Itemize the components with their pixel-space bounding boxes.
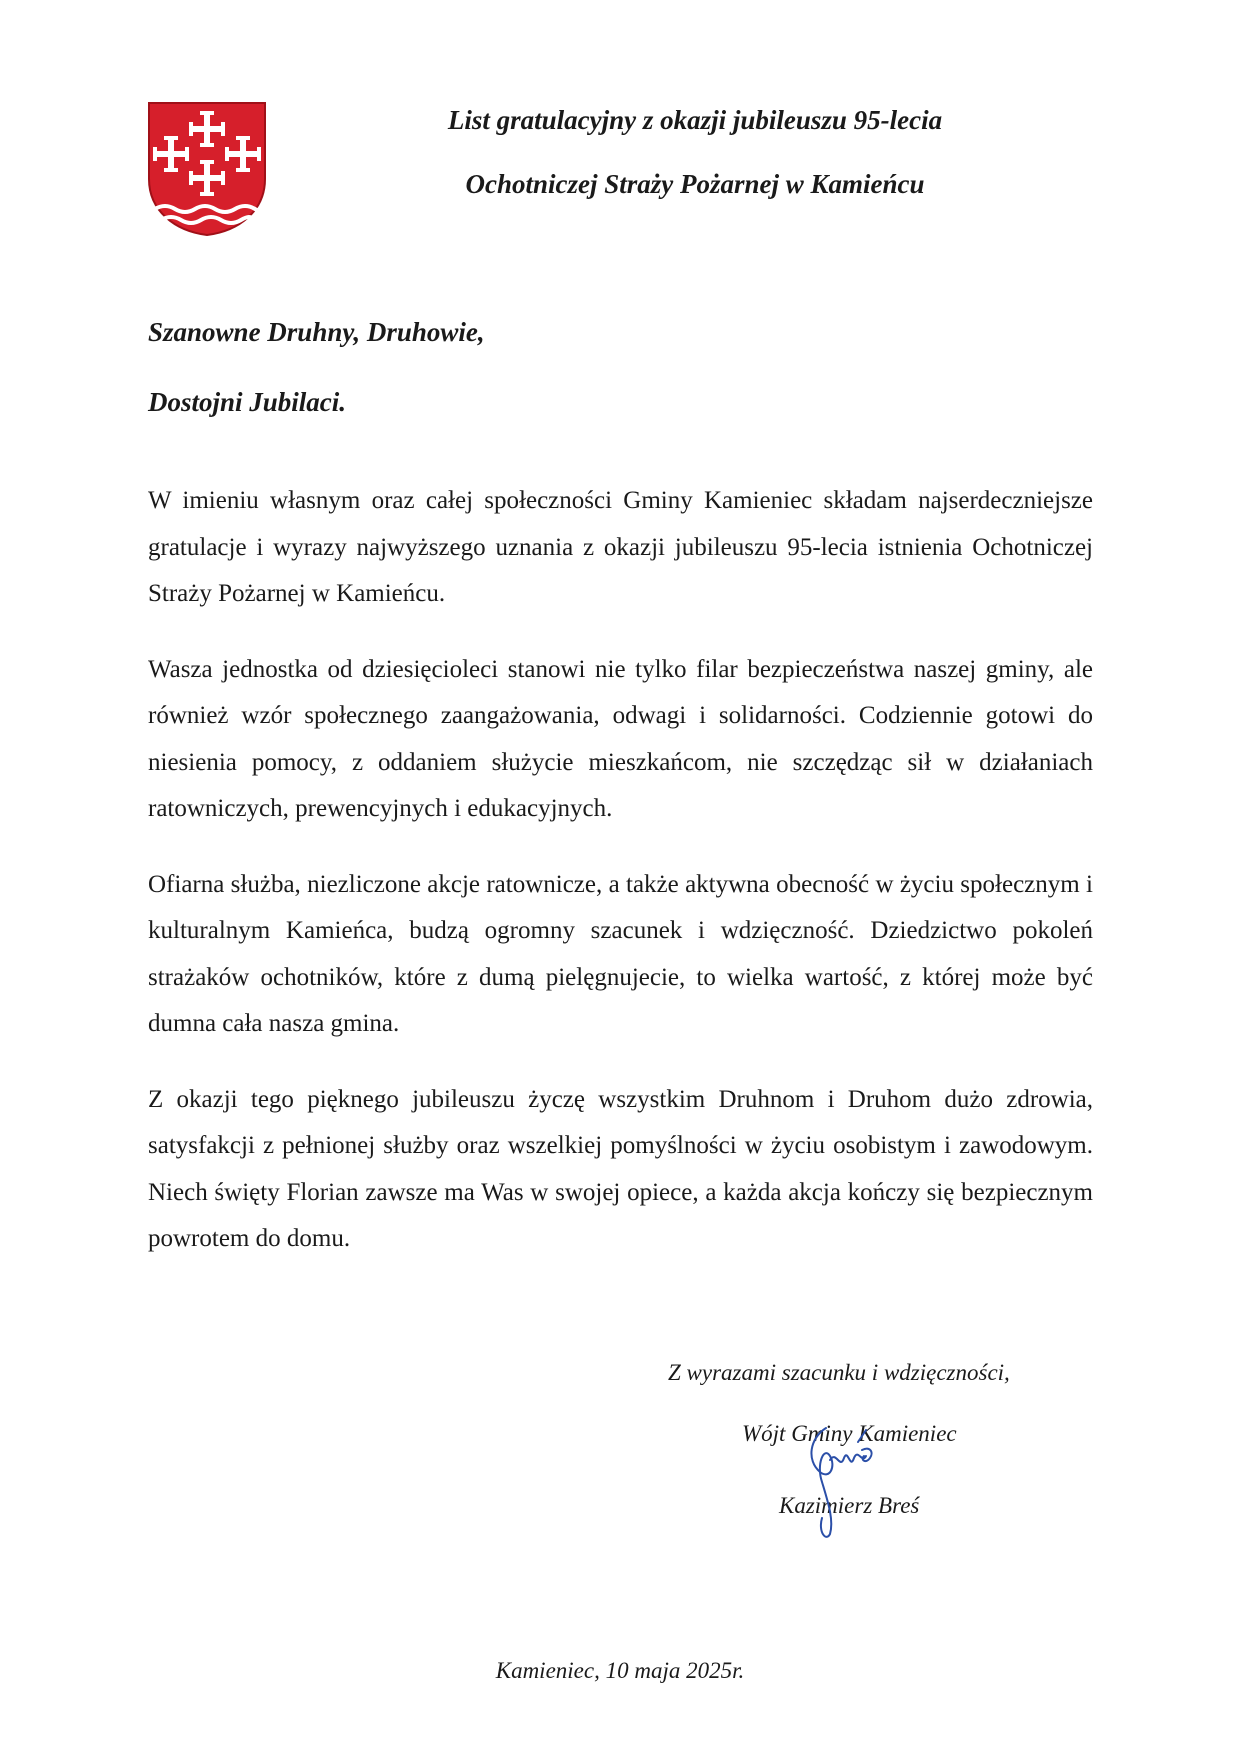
coat-of-arms-icon bbox=[147, 101, 267, 237]
place-and-date: Kamieniec, 10 maja 2025r. bbox=[495, 1658, 745, 1683]
signatory-role: Wójt Gminy Kamieniec bbox=[742, 1421, 957, 1446]
letter-title: List gratulacyjny z okazji jubileuszu 95-lecia bbox=[447, 105, 943, 135]
letter-subtitle: Ochotniczej Straży Pożarnej w Kamieńcu bbox=[465, 169, 925, 199]
signatory-name: Kazimierz Breś bbox=[779, 1493, 920, 1518]
body-paragraph: Wasza jednostka od dziesięcioleci stanowi nie tylko filar bezpieczeństwa naszej gminy, ale również wzór społecznego zaangażowania, odwagi i solidarności. Codziennie gotowi do niesienia pomocy, z oddaniem służycie mieszkańcom, nie szczędząc sił w działaniach ratowniczych, prewencyjnych i edukacyjnych. bbox=[148, 655, 1093, 822]
body-paragraph: Ofiarna służba, niezliczone akcje ratownicze, a także aktywna obecność w życiu społecznym i kulturalnym Kamieńca, budzą ogromny szacunek i wdzięczność. Dziedzictwo pokoleń strażaków ochotników, które z dumą pielęgnujecie, to wielka wartość, z której może być dumna cała nasza gmina. bbox=[148, 870, 1093, 1037]
handwritten-signature bbox=[800, 1420, 880, 1540]
salutation-line: Dostojni Jubilaci. bbox=[148, 387, 347, 417]
salutation-line: Szanowne Druhny, Druhowie, bbox=[148, 317, 485, 347]
letter-body bbox=[148, 478, 1093, 1292]
body-paragraph: Z okazji tego pięknego jubileuszu życzę wszystkim Druhnom i Druhom dużo zdrowia, satysfakcji z pełnionej służby oraz wszelkiej pomyślności w życiu osobistym i zawodowym. Niech święty Florian zawsze ma Was w swojej opiece, a każda akcja kończy się bezpiecznym powrotem do domu. bbox=[148, 1085, 1093, 1252]
body-paragraph: W imieniu własnym oraz całej społeczności Gminy Kamieniec składam najserdeczniejsze gratulacje i wyrazy najwyższego uznania z okazji jubileuszu 95-lecia istnienia Ochotniczej Straży Pożarnej w Kamieńcu. bbox=[148, 487, 1093, 607]
closing-regards: Z wyrazami szacunku i wdzięczności, bbox=[668, 1360, 1010, 1385]
